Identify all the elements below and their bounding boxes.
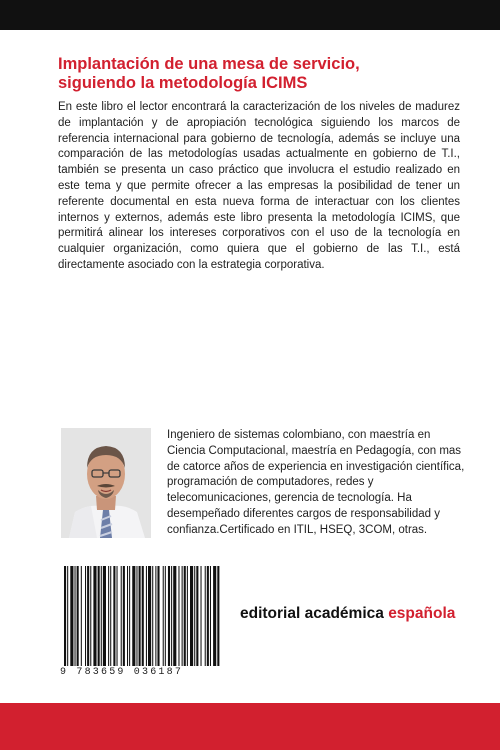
bottom-band [0, 703, 500, 750]
isbn-barcode [60, 566, 225, 666]
barcode-icon [60, 566, 225, 666]
book-title [58, 55, 458, 93]
author-photo [61, 428, 151, 538]
isbn-digits: 9 783659 036187 [60, 667, 184, 678]
author-bio: Ingeniero de sistemas colombiano, con maestría en Ciencia Computacional, maestría en Pedagogía, con mas de catorce años de experiencia en investigación científica, programación de computadores, redes y telecomunicaciones, gerencia de tecnología. Ha desempeñado diferentes cargos de responsabilidad y confianza.Certificado en ITIL, HSEQ, 3COM, otras. [167, 429, 465, 536]
book-description: En este libro el lector encontrará la caracterización de los niveles de madurez de implantación y de apropiación tecnológica siguiendo los marcos de referencia internacional para gobierno de tecnología, además se incluye una comparación de las metodologías usadas actualmente en gobierno de T.I., también se presenta un caso práctico que involucra el estudio realizado en este tema y que permite ofrecer a las empresas la posibilidad de tener un referente documental en esta nueva forma de interactuar con los clientes internos y externos, además este libro presenta la metodología ICIMS, que permitirá alinear los intereses corporativos con el uso de la tecnología en cualquier organización, como quiera que el gobierno de las T.I., está directamente asociado con la estrategia corporativa. [58, 101, 460, 271]
book-title-line-1: Implantación de una mesa de servicio, [58, 55, 360, 73]
publisher-name-accent: española [388, 605, 456, 622]
author-portrait-icon [61, 428, 151, 538]
book-title-line-2: siguiendo la metodología ICIMS [58, 74, 308, 92]
publisher-name: editorial académica [240, 605, 389, 622]
publisher-logo [240, 605, 455, 623]
top-band [0, 0, 500, 30]
